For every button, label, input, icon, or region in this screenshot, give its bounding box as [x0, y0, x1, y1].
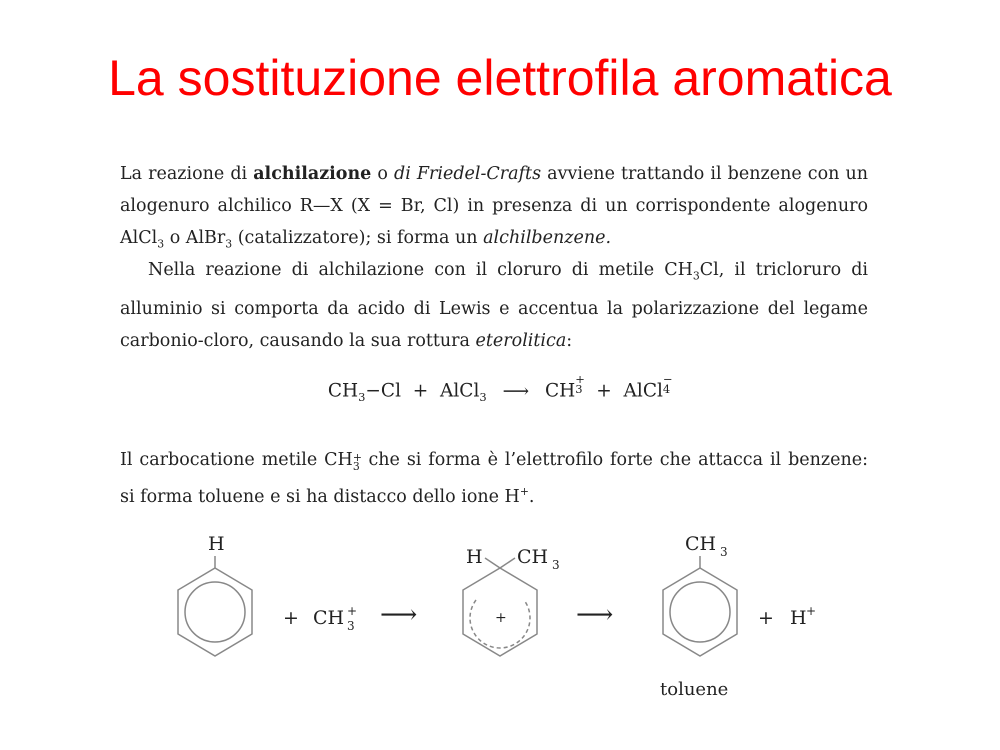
- text: (catalizzatore); si forma un: [232, 228, 484, 248]
- toluene-ch3-label: CH: [685, 533, 717, 555]
- subscript: 4: [662, 382, 671, 396]
- sigma-ch3-label: CH: [517, 546, 549, 568]
- text: o: [371, 164, 394, 184]
- toluene-ch3-sub: 3: [720, 545, 728, 559]
- reaction-scheme: [0, 520, 1000, 720]
- eq-text: CH: [544, 380, 576, 402]
- plus-sign: +: [758, 607, 774, 629]
- text: La reazione di: [120, 164, 254, 184]
- eq-text: CH: [327, 380, 359, 402]
- paragraph-methyl-chloride: [120, 254, 868, 357]
- reaction-arrow: ⟶: [576, 600, 614, 630]
- subscript: 3: [352, 460, 360, 474]
- paragraph-electrophile: [120, 444, 868, 513]
- proton-charge: +: [806, 604, 817, 618]
- term-alchilbenzene: alchilbenzene.: [483, 228, 612, 248]
- eq-text: −Cl + AlCl: [365, 380, 480, 402]
- text: Il carbocatione metile CH: [120, 450, 353, 470]
- subscript: 3: [479, 390, 487, 405]
- text: o AlBr: [164, 228, 226, 248]
- term-friedel-crafts: di Friedel-Crafts: [394, 164, 542, 184]
- text: :: [566, 330, 573, 351]
- text: .: [528, 486, 535, 507]
- plus-sign: +: [283, 607, 299, 629]
- term-alchilazione: alchilazione: [253, 164, 372, 184]
- superscript: +: [352, 450, 362, 464]
- methyl-cation-charge: +: [347, 604, 358, 618]
- charge-script: [662, 371, 673, 397]
- paragraph-alkylation: [120, 158, 868, 261]
- term-eterolitica: eterolitica: [475, 330, 567, 351]
- charge-script: [352, 448, 362, 474]
- text: che si forma è l’elettrofilo forte che attacca il benzene: si forma toluene e si ha distacco dello ione H: [120, 450, 868, 507]
- text: avviene trattando il benzene con un alogenuro alchilico R—X (X = Br, Cl) in presenza di un corrispondente alogenuro AlCl: [120, 164, 868, 248]
- toluene-label: toluene: [660, 679, 729, 700]
- sigma-ch3-sub: 3: [552, 558, 560, 572]
- subscript: 3: [575, 382, 583, 396]
- reaction-arrow: ⟶: [380, 600, 418, 630]
- subscript: 3: [692, 269, 700, 283]
- subscript: 3: [157, 237, 165, 251]
- eq-text: + AlCl: [584, 380, 663, 402]
- superscript: +: [519, 485, 529, 498]
- methyl-cation: CH: [313, 607, 345, 629]
- slide-title: La sostituzione elettrofila aromatica: [108, 50, 892, 106]
- equation-carbocation: [0, 371, 1000, 405]
- reaction-arrow: ⟶: [502, 380, 530, 402]
- superscript: −: [662, 371, 673, 386]
- benzene-h-label: H: [208, 533, 225, 555]
- sigma-charge: +: [495, 610, 507, 626]
- subscript: 3: [358, 390, 366, 405]
- sigma-h-label: H: [466, 546, 483, 568]
- charge-script: [575, 371, 585, 397]
- text: Nella reazione di alchilazione con il cloruro di metile CH: [148, 260, 693, 280]
- subscript: 3: [225, 237, 233, 251]
- methyl-cation-sub: 3: [347, 619, 355, 633]
- proton: H: [790, 607, 807, 629]
- toluene-ring: [663, 556, 737, 656]
- benzene-ring: [178, 556, 252, 656]
- sigma-complex-ring: [463, 558, 537, 656]
- text: Cl, il tricloruro di alluminio si comporta da acido di Lewis e accentua la polarizzazione del legame carbonio-cloro, causando la sua rottura: [120, 260, 868, 351]
- superscript: +: [575, 371, 585, 386]
